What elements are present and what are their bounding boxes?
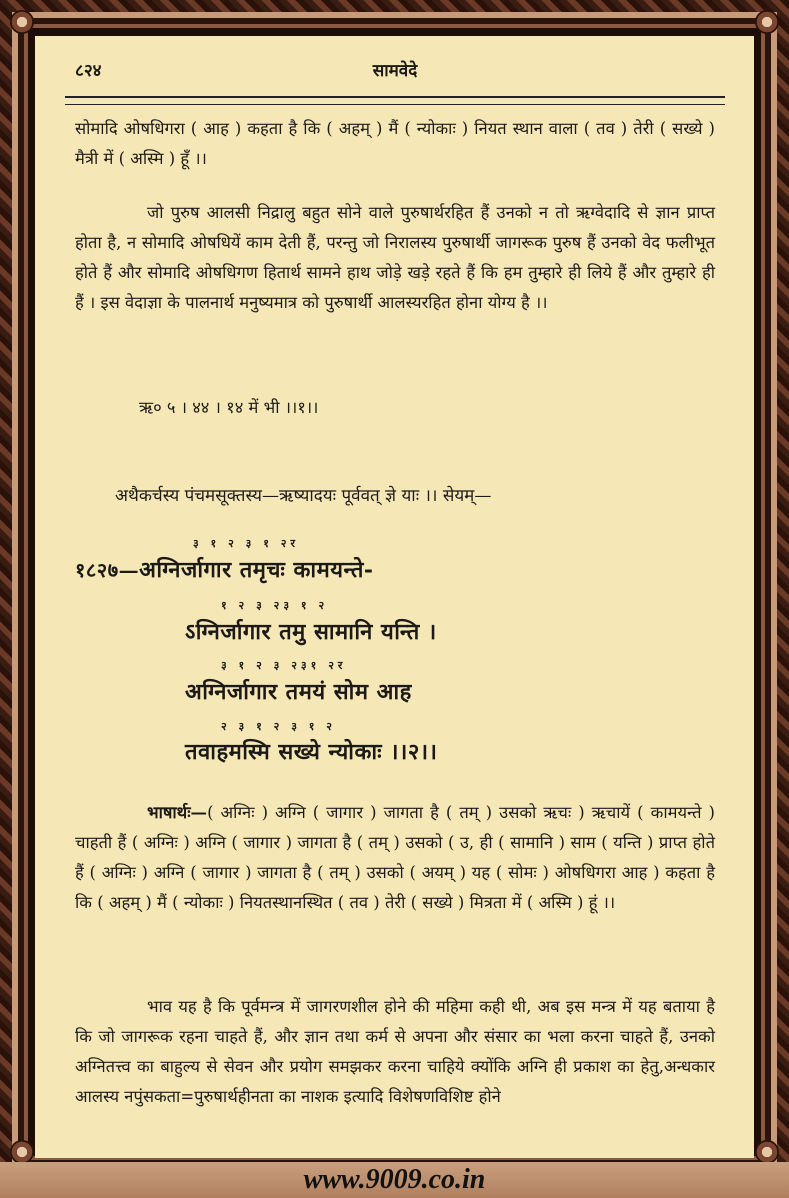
bhavartha-paragraph (75, 798, 715, 918)
mantra-number: १८२७— (75, 558, 140, 582)
sukta-intro: अथैकर्चस्य पंचमसूक्तस्य—ऋष्यादयः पूर्ववत् ज्ञे याः ।। सेयम्— (115, 486, 492, 506)
website-watermark: www.9009.co.in (0, 1162, 789, 1198)
accent-marks: २ ३ १ २ ३ १ २ (221, 720, 337, 733)
corner-ornament-icon (755, 10, 779, 34)
corner-ornament-icon (10, 10, 34, 34)
paragraph-explanation: जो पुरुष आलसी निद्रालु बहुत सोने वाले पुरुषार्थरहित हैं उनको न तो ऋग्वेदादि से ज्ञान प्राप्त होता है, न सोमादि ओषधियें काम देती हैं, परन्तु जो निरालस्य पुरुषार्थी जागरूक पुरुष हैं उनको वेद फलीभूत होते हैं और सोमादि ओषधिगण हितार्थ सामने हाथ जोड़े खड़े रहते हैं कि हम तुम्हारे ही लिये हैं और तुम्हारे ही हैं । इस वेदाज्ञा के पालनार्थ मनुष्यमात्र को पुरुषार्थी आलस्यरहित होना योग्य है ।। (75, 203, 715, 312)
running-title: सामवेदे (372, 61, 418, 81)
corner-ornament-icon (755, 1140, 779, 1164)
book-page (35, 36, 754, 1158)
bhavartha-text: ( अग्निः ) अग्नि ( जागार ) जागता है ( तम् ) उसको ऋचः ) ऋचायें ( कामयन्ते ) चाहती हैं ( अग्निः ) अग्नि ( जागार ) जागता है ( तम् ) उसको ( उ, ही ( सामानि ) साम ( यन्ति ) प्राप्त होते हैं ( अग्निः ) अग्नि ( जागार ) जागता है ( तम् ) उसको ( अयम् ) यह ( सोमः ) ओषधिगरा आह ) कहता है कि ( अहम् ) मैं ( न्योकाः ) नियतस्थानस्थित ( तव ) तेरी ( सख्ये ) मित्रता में ( अस्मि ) हूं ।। (75, 803, 715, 912)
mantra-line-3: अग्निर्जागार तमयं सोम आह (185, 679, 412, 705)
page-header (75, 54, 715, 84)
header-rule (65, 96, 725, 105)
corner-ornament-icon (10, 1140, 34, 1164)
page-number: ८२४ (75, 61, 102, 81)
mantra-text: अग्निर्जागार तमृचः कामयन्ते- (139, 557, 374, 583)
paragraph-meaning: भाव यह है कि पूर्वमन्त्र में जागरणशील होने की महिमा कही थी, अब इस मन्त्र में यह बताया है कि जो जागरूक रहना चाहते हैं, और ज्ञान तथा कर्म से अपना और संसार का भला करना चाहते हैं, उनको अग्नितत्त्व का बाहुल्य से सेवन और प्रयोग समझकर करना चाहिये क्योंकि अग्नि ही प्रकाश का हेतु,अन्धकार आलस्य नपुंसकता=पुरुषार्थहीनता का नाशक इत्यादि विशेषणविशिष्ट होने (75, 997, 715, 1106)
mantra-line-4: तवाहमस्मि सख्ये न्योकाः ।।२।। (185, 739, 438, 765)
bhavartha-label: भाषार्थः— (147, 803, 208, 822)
paragraph-continuation: सोमादि ओषधिगरा ( आह ) कहता है कि ( अहम् ) मैं ( न्योकाः ) नियत स्थान वाला ( तव ) तेरी ( सख्ये ) मैत्री में ( अस्मि ) हूँ ।। (75, 119, 715, 168)
accent-marks: १ २ ३ २३ १ २ (221, 599, 329, 612)
reference-line: ऋ० ५ । ४४ । १४ में भी ।।१।। (139, 398, 319, 417)
mantra-line-2: ऽग्निर्जागार तमु सामानि यन्ति । (185, 619, 437, 645)
accent-marks: ३ १ २ ३ १ २र (193, 537, 299, 550)
mantra-line-1 (75, 554, 374, 584)
accent-marks: ३ १ २ ३ २३१ २र (221, 659, 347, 672)
